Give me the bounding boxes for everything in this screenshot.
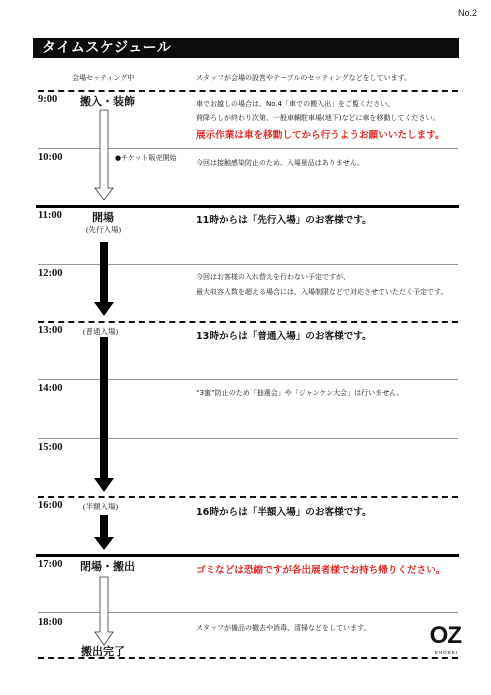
solid-arrow-third bbox=[94, 515, 114, 550]
note-0900-1: 車でお越しの場合は、No.4「車での搬入出」をご覧ください。 bbox=[196, 100, 395, 108]
note-1000: 今回は接触感染防止のため、入場景品はありません。 bbox=[196, 159, 365, 167]
note-1200-1: 今回はお客様の入れ替えを行わない予定ですが、 bbox=[196, 273, 350, 281]
page-number: No.2 bbox=[457, 8, 477, 18]
setup-note: スタッフが会場の設営やテーブルのセッティングなどをしています。 bbox=[196, 74, 412, 82]
time-1500: 15:00 bbox=[38, 442, 63, 453]
sub-half-price-entry: (半額入場) bbox=[83, 502, 118, 511]
time-1400: 14:00 bbox=[38, 383, 63, 394]
sub-early-entry: (先行入場) bbox=[86, 225, 121, 234]
emphasis-1700: ゴミなどは恐縮ですが各出展者様でお持ち帰りください。 bbox=[196, 565, 446, 576]
stage-load-in: 搬入・装飾 bbox=[80, 96, 135, 108]
time-1800: 18:00 bbox=[38, 617, 63, 628]
stage-open: 開場 bbox=[92, 212, 114, 224]
stage-close-load-out: 閉場・搬出 bbox=[80, 561, 135, 573]
time-1100: 11:00 bbox=[38, 210, 62, 221]
time-1700: 17:00 bbox=[38, 559, 63, 570]
hollow-arrow-setup bbox=[95, 110, 113, 200]
setup-label: 会場セッティング中 bbox=[72, 74, 135, 82]
load-out-complete: 搬出完了 bbox=[81, 646, 125, 658]
oz-logo-sub: ENGEKI bbox=[434, 650, 458, 655]
ticket-sales-note: ●チケット販売開始 bbox=[115, 154, 177, 162]
solid-arrow-first bbox=[94, 242, 114, 316]
emphasis-1100: 11時からは「先行入場」のお客様です。 bbox=[196, 215, 372, 226]
page-title: タイムスケジュール bbox=[42, 40, 172, 56]
note-1400: “3蜜”防止のため「抽選会」や「ジャンケン大会」は行いません。 bbox=[196, 389, 404, 397]
time-0900: 9:00 bbox=[38, 94, 58, 105]
time-1600: 16:00 bbox=[38, 500, 63, 511]
sub-regular-entry: (普通入場) bbox=[83, 327, 118, 336]
hollow-arrow-teardown bbox=[95, 577, 113, 645]
time-1000: 10:00 bbox=[38, 152, 63, 163]
note-1800: スタッフが備品の撤去や消毒、清掃などをしています。 bbox=[196, 624, 371, 632]
emphasis-0900: 展示作業は車を移動してから行うようお願いいたします。 bbox=[196, 130, 445, 141]
note-0900-2: 荷降ろしが終わり次第、一般車輌駐車場(地下)などに車を移動してください。 bbox=[196, 114, 440, 122]
solid-arrow-second bbox=[94, 337, 114, 492]
note-1200-2: 最大収容人数を超える場合には、入場制限などで対応させていただく予定です。 bbox=[196, 288, 448, 296]
emphasis-1300: 13時からは「普通入場」のお客様です。 bbox=[196, 331, 372, 342]
time-1300: 13:00 bbox=[38, 325, 63, 336]
oz-logo: OZ bbox=[429, 622, 461, 649]
time-1200: 12:00 bbox=[38, 268, 63, 279]
emphasis-1600: 16時からは「半額入場」のお客様です。 bbox=[196, 507, 372, 518]
